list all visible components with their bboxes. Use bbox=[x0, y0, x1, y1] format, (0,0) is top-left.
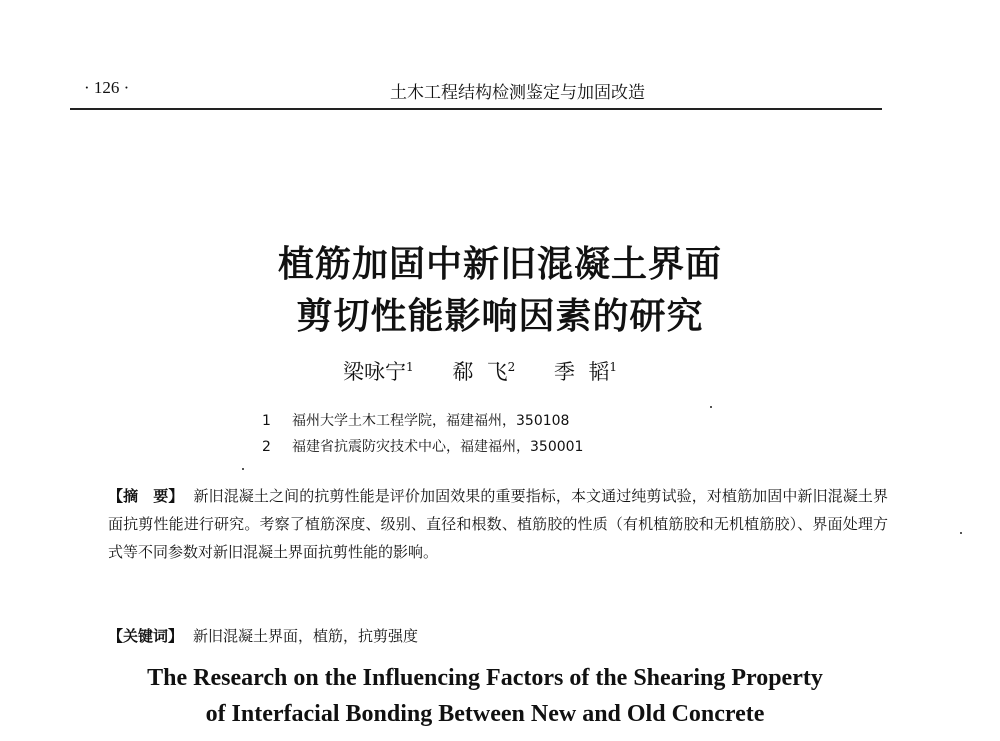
affiliation-number: 2 bbox=[262, 439, 271, 455]
author-affiliation-mark: 1 bbox=[405, 360, 414, 374]
affiliation-list bbox=[262, 408, 583, 460]
scan-speck bbox=[960, 532, 962, 534]
author bbox=[554, 360, 617, 384]
abstract-text: 新旧混凝土之间的抗剪性能是评价加固效果的重要指标，本文通过纯剪试验，对植筋加固中新旧混凝土界面抗剪性能进行研究。考察了植筋深度、级别、直径和根数、植筋胶的性质（有机植筋胶和无机植筋胶）、界面处理方式等不同参数对新旧混凝土界面抗剪性能的影响。 bbox=[108, 487, 888, 561]
running-header bbox=[70, 78, 882, 110]
keywords-text: 新旧混凝土界面，植筋，抗剪强度 bbox=[193, 627, 419, 645]
english-title-line-2: of Interfacial Bonding Between New and Old Concrete bbox=[205, 701, 765, 727]
author-name: 季 韬 bbox=[554, 360, 610, 384]
english-title bbox=[0, 660, 970, 732]
affiliation-text: 福建省抗震防灾技术中心，福建福州，350001 bbox=[292, 439, 584, 455]
keywords-label: 【关键词】 bbox=[108, 627, 184, 645]
affiliation-number: 1 bbox=[262, 413, 271, 429]
title-line-1: 植筋加固中新旧混凝土界面 bbox=[277, 243, 722, 285]
affiliation bbox=[262, 408, 583, 434]
abstract bbox=[108, 482, 888, 566]
running-title: 土木工程结构检测鉴定与加固改造 bbox=[390, 83, 645, 103]
title-line-2: 剪切性能影响因素的研究 bbox=[296, 295, 704, 337]
affiliation-text: 福州大学土木工程学院，福建福州，350108 bbox=[292, 413, 570, 429]
author-name: 郗 飞 bbox=[452, 360, 508, 384]
abstract-label: 【摘 要】 bbox=[108, 487, 184, 505]
paper-title bbox=[0, 238, 1000, 342]
author-name: 梁咏宁 bbox=[342, 360, 406, 384]
scan-speck bbox=[710, 406, 712, 408]
author-affiliation-mark: 2 bbox=[507, 360, 516, 374]
author-affiliation-mark: 1 bbox=[609, 360, 617, 374]
author bbox=[343, 360, 414, 384]
keywords bbox=[108, 622, 888, 650]
affiliation bbox=[262, 434, 583, 460]
english-title-line-1: The Research on the Influencing Factors of the Shearing Property bbox=[147, 665, 823, 691]
page-number: · 126 · bbox=[84, 78, 130, 97]
scan-speck bbox=[242, 468, 244, 470]
author-list bbox=[0, 356, 960, 386]
author bbox=[452, 360, 515, 384]
